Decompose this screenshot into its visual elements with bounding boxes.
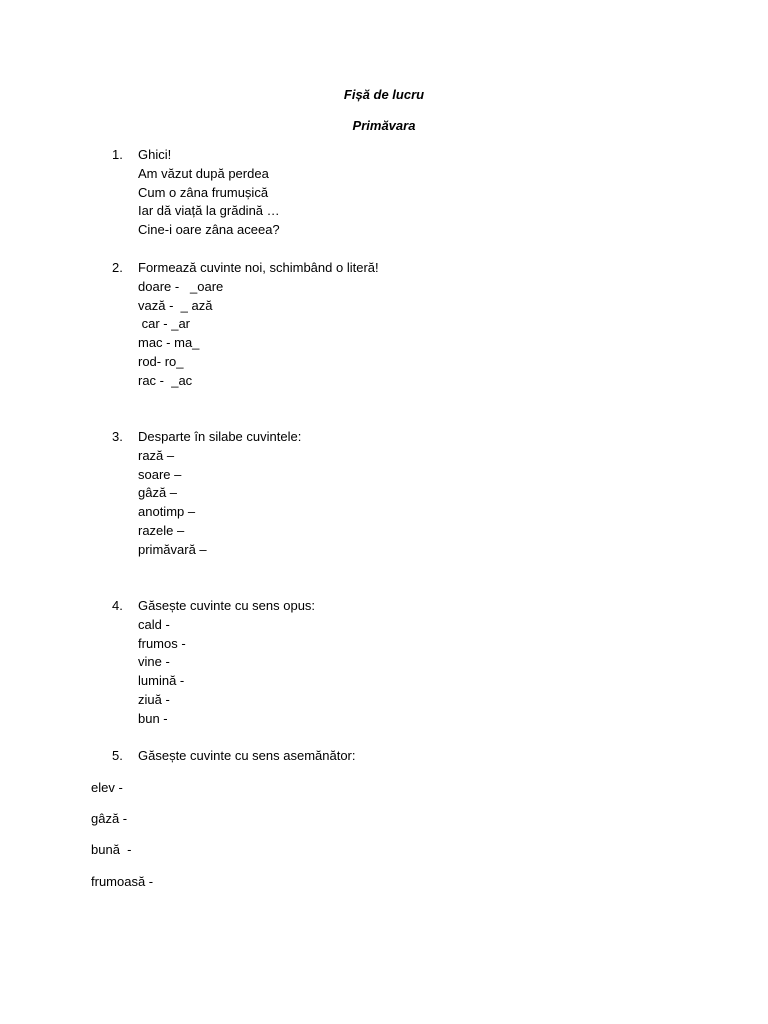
exercise-line: Iar dă viață la grădină … [138, 203, 280, 219]
exercise-number: 3. [112, 429, 123, 444]
exercise-line: razele – [138, 522, 185, 538]
exercise-line: rod- ro_ [138, 353, 184, 369]
exercise-line: primăvară – [138, 541, 207, 557]
exercise-instruction: Ghici! [138, 147, 172, 162]
exercise-body [138, 428, 301, 560]
exercise-instruction: Găsește cuvinte cu sens opus: [138, 598, 316, 613]
exercise-body [138, 747, 356, 766]
exercise-line: anotimp – [138, 504, 196, 520]
exercise-line: rac - _ac [138, 372, 193, 388]
exercise-line: frumos - [138, 635, 186, 651]
exercise-number: 2. [112, 260, 123, 275]
exercise-instruction: Găsește cuvinte cu sens asemănător: [138, 748, 356, 763]
exercise-line: vine - [138, 654, 170, 670]
synonym-item: bună - [91, 842, 132, 857]
exercise-number: 1. [112, 147, 123, 162]
exercise-line: Am văzut după perdea [138, 165, 269, 181]
exercise-line: soare – [138, 466, 182, 482]
exercise-4 [112, 597, 712, 729]
exercise-body [138, 259, 379, 391]
exercise-line: car - _ar [138, 316, 191, 332]
exercise-line: Cum o zâna frumușică [138, 184, 269, 200]
exercise-line: rază – [138, 447, 175, 463]
exercise-1 [112, 146, 712, 240]
document-title: Fișă de lucru [343, 87, 425, 102]
exercise-line: mac - ma_ [138, 335, 200, 351]
exercise-body [138, 597, 315, 729]
exercise-line: gâză – [138, 485, 178, 501]
exercise-number: 4. [112, 598, 123, 613]
exercise-line: doare - _oare [138, 278, 224, 294]
synonym-item: elev - [91, 780, 123, 795]
exercise-line: ziuă - [138, 691, 170, 707]
exercise-5 [112, 747, 712, 766]
exercise-line: cald - [138, 616, 170, 632]
exercise-number: 5. [112, 748, 123, 763]
exercise-line: lumină - [138, 673, 185, 689]
exercise-body [138, 146, 280, 240]
exercise-instruction: Desparte în silabe cuvintele: [138, 429, 302, 444]
synonym-item: gâză - [91, 811, 128, 826]
exercise-2 [112, 259, 712, 391]
document-subtitle: Primăvara [352, 118, 416, 133]
exercise-instruction: Formează cuvinte noi, schimbând o literă! [138, 260, 379, 275]
exercise-3 [112, 428, 712, 560]
synonym-item: frumoasă - [91, 874, 154, 889]
exercise-line: bun - [138, 710, 168, 726]
exercise-line: Cine-i oare zâna aceea? [138, 222, 280, 238]
exercise-line: vază - _ ază [138, 297, 213, 313]
